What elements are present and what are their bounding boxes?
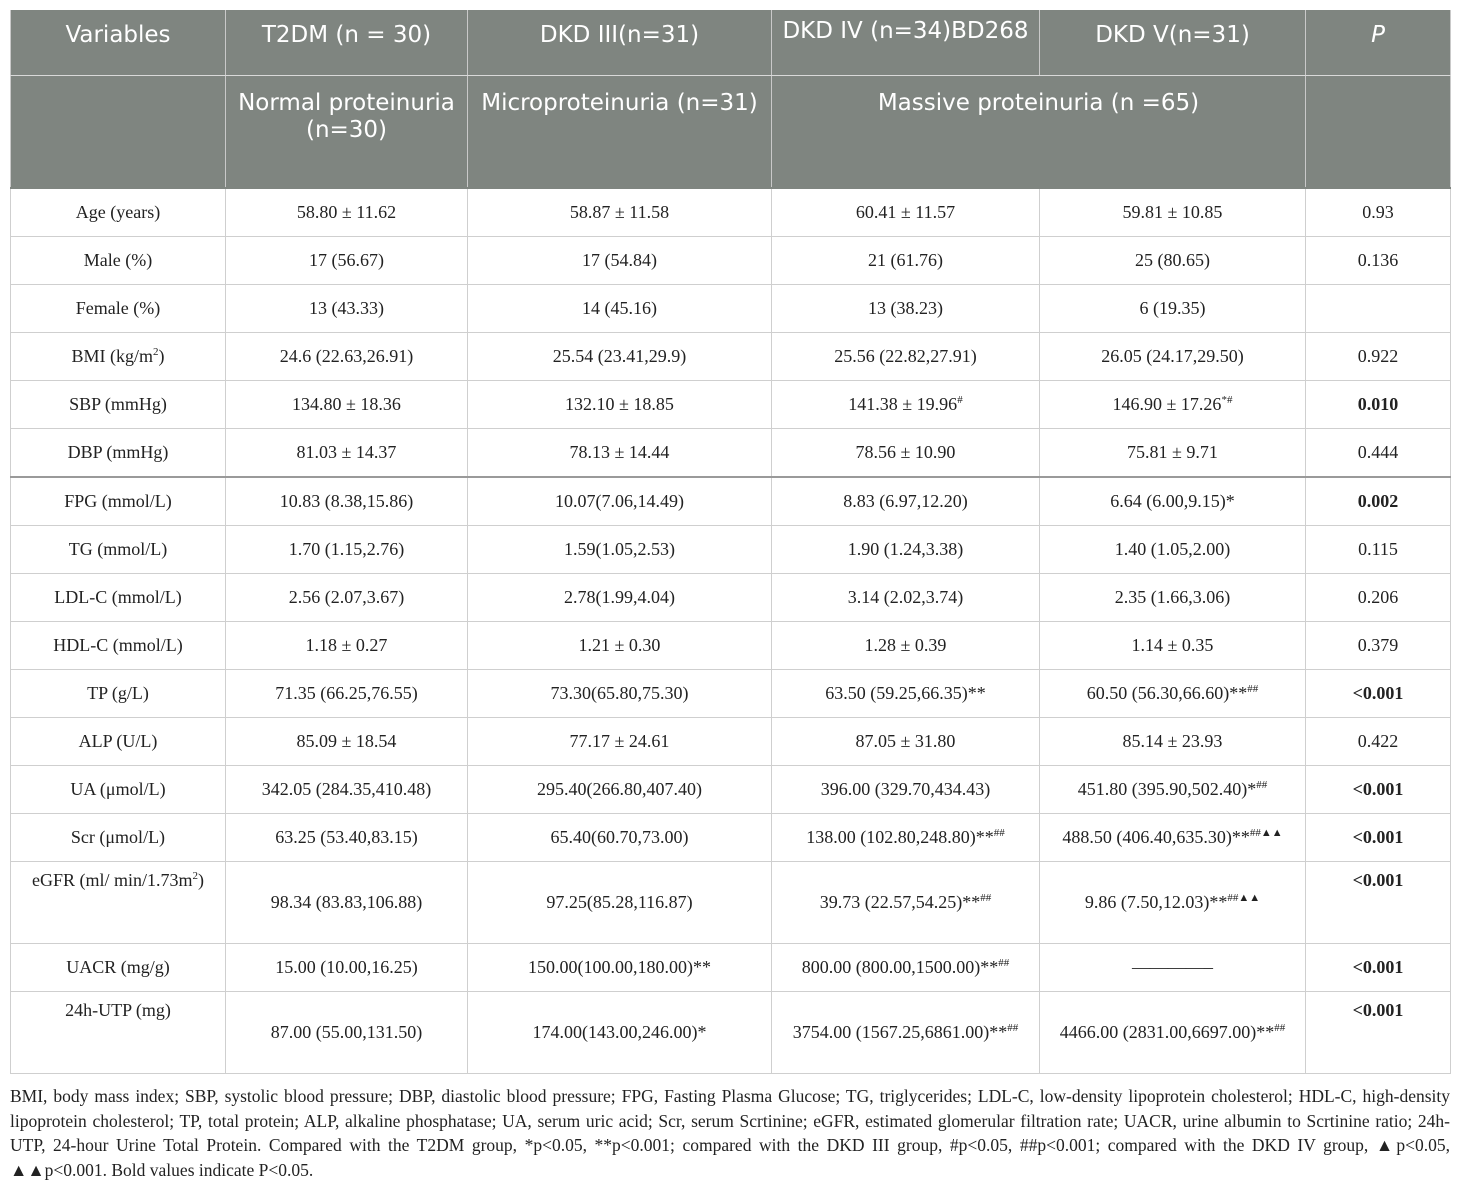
cell-t2dm — [226, 862, 468, 944]
cell-dkd3 — [468, 992, 772, 1074]
cell-value: 98.34 (83.83,106.88) — [270, 892, 423, 912]
cell-value: 77.17 ± 24.61 — [569, 731, 670, 751]
cell-value: 78.56 ± 10.90 — [855, 442, 956, 462]
cell-value: 451.80 (395.90,502.40)* — [1077, 779, 1257, 799]
header-p-blank — [1306, 76, 1451, 189]
header-row-proteinuria — [11, 76, 1451, 189]
cell-t2dm — [226, 526, 468, 574]
cell-value: 488.50 (406.40,635.30)** — [1062, 827, 1250, 847]
cell-p-value: 0.136 — [1306, 237, 1451, 285]
header-massive-proteinuria: Massive proteinuria (n =65) — [772, 76, 1306, 189]
cell-dkd5 — [1040, 333, 1306, 381]
table-row — [11, 285, 1451, 333]
variable-label — [11, 814, 226, 862]
cell-t2dm — [226, 670, 468, 718]
cell-p-value: 0.922 — [1306, 333, 1451, 381]
table-row — [11, 814, 1451, 862]
cell-value: 146.90 ± 17.26 — [1112, 394, 1222, 414]
cell-dkd5 — [1040, 285, 1306, 333]
cell-dkd5 — [1040, 622, 1306, 670]
cell-dkd4 — [772, 285, 1040, 333]
significance-mark: ## — [998, 957, 1010, 969]
cell-dkd4 — [772, 237, 1040, 285]
cell-value: 2.35 (1.66,3.06) — [1114, 587, 1231, 607]
variable-label-text: Age (years) — [75, 202, 161, 222]
variable-label-sup: 2 — [192, 870, 198, 882]
variable-label — [11, 574, 226, 622]
footnote-text: BMI, body mass index; SBP, systolic blood pressure; DBP, diastolic blood pressure; FPG, Fasting Plasma Glucose; TG, triglycerides; LDL-C, low-density lipoprotein cholesterol; HDL-C, high-density lipoprotein cholesterol; TP, total protein; ALP, alkaline phosphatase; UA, serum uric acid; Scr, serum Scrtinine; eGFR, estimated glomerular filtration rate; UACR, urine albumin to Scrtinine ratio; 24h-UTP, 24-hour Urine Total Protein. Compared with the T2DM group, *p<0.05, **p<0.001; compared with the DKD III group, #p<0.05, ##p<0.001; compared with the DKD IV group, ▲p<0.05, ▲▲p<0.001. Bold values indicate P<0.05. — [10, 1086, 1450, 1180]
cell-value: 58.80 ± 11.62 — [296, 202, 397, 222]
cell-value: 25.54 (23.41,29.9) — [552, 346, 687, 366]
cell-dkd3 — [468, 718, 772, 766]
cell-value: 59.81 ± 10.85 — [1122, 202, 1223, 222]
cell-value: 1.18 ± 0.27 — [305, 635, 388, 655]
variable-label-text: Male (%) — [83, 250, 153, 270]
header-variables: Variables — [11, 10, 226, 76]
table-row — [11, 429, 1451, 478]
variable-label — [11, 381, 226, 429]
cell-value: 174.00(143.00,246.00)* — [532, 1022, 707, 1042]
cell-value: 8.83 (6.97,12.20) — [843, 491, 968, 511]
table-row — [11, 237, 1451, 285]
cell-value: 78.13 ± 14.44 — [569, 442, 670, 462]
cell-value: 25.56 (22.82,27.91) — [834, 346, 977, 366]
cell-value: 134.80 ± 18.36 — [292, 394, 401, 414]
header-dkd3: DKD III(n=31) — [468, 10, 772, 76]
cell-dkd5 — [1040, 237, 1306, 285]
variable-label-text: TP (g/L) — [87, 683, 149, 703]
significance-mark: ## — [1256, 779, 1268, 791]
variable-label — [11, 333, 226, 381]
cell-p-value — [1306, 285, 1451, 333]
variable-label — [11, 188, 226, 237]
cell-value: 295.40(266.80,407.40) — [537, 779, 702, 799]
header-microproteinuria: Microproteinuria (n=31) — [468, 76, 772, 189]
variable-label — [11, 944, 226, 992]
variable-label-text: 24h-UTP (mg) — [65, 1000, 171, 1020]
cell-dkd5 — [1040, 670, 1306, 718]
variable-label-text: UACR (mg/g) — [66, 957, 170, 977]
variable-label — [11, 670, 226, 718]
cell-value: 17 (56.67) — [309, 250, 384, 270]
variable-label-text: SBP (mmHg) — [69, 394, 167, 414]
cell-dkd4 — [772, 526, 1040, 574]
cell-dkd3 — [468, 188, 772, 237]
cell-value: 81.03 ± 14.37 — [296, 442, 397, 462]
cell-dkd5 — [1040, 429, 1306, 478]
cell-value: 17 (54.84) — [582, 250, 657, 270]
cell-p-value: 0.206 — [1306, 574, 1451, 622]
cell-dkd5 — [1040, 992, 1306, 1074]
cell-t2dm — [226, 718, 468, 766]
cell-dkd3 — [468, 333, 772, 381]
cell-t2dm — [226, 188, 468, 237]
header-t2dm: T2DM (n = 30) — [226, 10, 468, 76]
cell-dkd4 — [772, 670, 1040, 718]
variable-label-suffix: ) — [198, 870, 204, 890]
cell-dkd4 — [772, 862, 1040, 944]
cell-dkd3 — [468, 477, 772, 526]
cell-value: 9.86 (7.50,12.03)** — [1084, 892, 1228, 912]
cell-value: 1.28 ± 0.39 — [864, 635, 947, 655]
header-blank — [11, 76, 226, 189]
cell-value: 13 (43.33) — [309, 298, 384, 318]
cell-value: 4466.00 (2831.00,6697.00)** — [1059, 1022, 1275, 1042]
cell-value: 75.81 ± 9.71 — [1127, 442, 1218, 462]
cell-dkd3 — [468, 429, 772, 478]
cell-value: 3754.00 (1567.25,6861.00)** — [792, 1022, 1008, 1042]
cell-dkd3 — [468, 814, 772, 862]
cell-value: 1.59(1.05,2.53) — [564, 539, 675, 559]
table-row — [11, 477, 1451, 526]
cell-value: 39.73 (22.57,54.25)** — [819, 892, 981, 912]
significance-mark: ## — [980, 892, 992, 904]
cell-p-value: <0.001 — [1306, 766, 1451, 814]
variable-label — [11, 862, 226, 944]
cell-dkd5 — [1040, 381, 1306, 429]
variable-label — [11, 992, 226, 1074]
variable-label-text: ALP (U/L) — [78, 731, 158, 751]
variable-label-text: UA (μmol/L) — [70, 779, 166, 799]
cell-value: 26.05 (24.17,29.50) — [1101, 346, 1244, 366]
cell-dkd4 — [772, 766, 1040, 814]
header-row-groups — [11, 10, 1451, 76]
cell-value: 13 (38.23) — [868, 298, 943, 318]
variable-label-text: BMI (kg/m — [71, 346, 153, 366]
cell-value: 1.40 (1.05,2.00) — [1114, 539, 1231, 559]
cell-t2dm — [226, 333, 468, 381]
table-row — [11, 718, 1451, 766]
table-document — [10, 10, 1450, 1182]
variable-label — [11, 718, 226, 766]
cell-p-value: <0.001 — [1306, 944, 1451, 992]
cell-dkd3 — [468, 862, 772, 944]
cell-value: ————– — [1132, 957, 1213, 977]
cell-p-value: 0.002 — [1306, 477, 1451, 526]
cell-dkd4 — [772, 381, 1040, 429]
table-row — [11, 862, 1451, 944]
cell-value: 65.40(60.70,73.00) — [550, 827, 689, 847]
cell-dkd3 — [468, 766, 772, 814]
variable-label — [11, 526, 226, 574]
cell-value: 132.10 ± 18.85 — [565, 394, 674, 414]
cell-value: 1.70 (1.15,2.76) — [288, 539, 405, 559]
cell-dkd4 — [772, 333, 1040, 381]
table-row — [11, 574, 1451, 622]
cell-dkd3 — [468, 285, 772, 333]
cell-t2dm — [226, 766, 468, 814]
significance-mark: ## — [1247, 683, 1259, 695]
significance-mark: *# — [1221, 394, 1233, 406]
header-dkd4 — [772, 10, 1040, 76]
cell-value: 1.90 (1.24,3.38) — [847, 539, 964, 559]
cell-value: 800.00 (800.00,1500.00)** — [801, 957, 999, 977]
cell-value: 150.00(100.00,180.00)** — [528, 957, 711, 977]
cell-value: 60.41 ± 11.57 — [855, 202, 956, 222]
cell-p-value: 0.115 — [1306, 526, 1451, 574]
cell-dkd5 — [1040, 477, 1306, 526]
cell-value: 342.05 (284.35,410.48) — [261, 779, 432, 799]
characteristics-table — [10, 10, 1451, 1074]
cell-t2dm — [226, 574, 468, 622]
cell-p-value: <0.001 — [1306, 992, 1451, 1074]
table-footnote — [10, 1084, 1450, 1182]
variable-label — [11, 429, 226, 478]
table-row — [11, 526, 1451, 574]
cell-p-value: 0.93 — [1306, 188, 1451, 237]
cell-t2dm — [226, 622, 468, 670]
cell-dkd4 — [772, 814, 1040, 862]
table-row — [11, 992, 1451, 1074]
cell-dkd3 — [468, 670, 772, 718]
significance-mark: ##▲▲ — [1249, 827, 1283, 839]
cell-dkd3 — [468, 944, 772, 992]
table-body — [11, 188, 1451, 1074]
cell-p-value: 0.010 — [1306, 381, 1451, 429]
cell-p-value: <0.001 — [1306, 670, 1451, 718]
cell-dkd3 — [468, 574, 772, 622]
variable-label-text: LDL-C (mmol/L) — [54, 587, 182, 607]
table-row — [11, 944, 1451, 992]
cell-value: 58.87 ± 11.58 — [569, 202, 670, 222]
cell-t2dm — [226, 429, 468, 478]
cell-dkd3 — [468, 381, 772, 429]
cell-value: 25 (80.65) — [1135, 250, 1210, 270]
cell-t2dm — [226, 992, 468, 1074]
cell-value: 63.25 (53.40,83.15) — [275, 827, 418, 847]
cell-dkd5 — [1040, 574, 1306, 622]
cell-dkd5 — [1040, 944, 1306, 992]
variable-label-text: FPG (mmol/L) — [64, 491, 172, 511]
significance-mark: ## — [1007, 1022, 1019, 1034]
variable-label-text: Female (%) — [75, 298, 161, 318]
cell-t2dm — [226, 237, 468, 285]
cell-value: 85.14 ± 23.93 — [1122, 731, 1223, 751]
variable-label-sup: 2 — [153, 346, 159, 358]
cell-value: 71.35 (66.25,76.55) — [275, 683, 418, 703]
table-row — [11, 333, 1451, 381]
cell-value: 14 (45.16) — [582, 298, 657, 318]
cell-dkd3 — [468, 526, 772, 574]
variable-label-text: eGFR (ml/ min/1.73m — [31, 870, 193, 890]
header-p: P — [1306, 10, 1451, 76]
cell-dkd3 — [468, 237, 772, 285]
significance-mark: ##▲▲ — [1227, 892, 1261, 904]
table-row — [11, 622, 1451, 670]
variable-label — [11, 285, 226, 333]
cell-value: 10.07(7.06,14.49) — [555, 491, 684, 511]
cell-value: 1.14 ± 0.35 — [1131, 635, 1214, 655]
variable-label — [11, 766, 226, 814]
cell-p-value: <0.001 — [1306, 862, 1451, 944]
variable-label — [11, 237, 226, 285]
cell-dkd3 — [468, 622, 772, 670]
cell-t2dm — [226, 944, 468, 992]
table-row — [11, 188, 1451, 237]
cell-dkd4 — [772, 992, 1040, 1074]
cell-value: 85.09 ± 18.54 — [296, 731, 397, 751]
cell-dkd5 — [1040, 814, 1306, 862]
cell-t2dm — [226, 285, 468, 333]
significance-mark: ## — [1274, 1022, 1286, 1034]
cell-p-value: 0.444 — [1306, 429, 1451, 478]
cell-dkd5 — [1040, 766, 1306, 814]
cell-value: 21 (61.76) — [868, 250, 943, 270]
significance-mark: ## — [993, 827, 1005, 839]
cell-value: 60.50 (56.30,66.60)** — [1086, 683, 1248, 703]
cell-value: 138.00 (102.80,248.80)** — [806, 827, 994, 847]
cell-dkd5 — [1040, 718, 1306, 766]
cell-value: 15.00 (10.00,16.25) — [275, 957, 418, 977]
cell-t2dm — [226, 477, 468, 526]
cell-value: 97.25(85.28,116.87) — [546, 892, 693, 912]
cell-value: 87.00 (55.00,131.50) — [270, 1022, 423, 1042]
cell-value: 87.05 ± 31.80 — [855, 731, 956, 751]
cell-value: 3.14 (2.02,3.74) — [847, 587, 964, 607]
cell-dkd4 — [772, 574, 1040, 622]
cell-value: 24.6 (22.63,26.91) — [279, 346, 414, 366]
header-dkd5: DKD V(n=31) — [1040, 10, 1306, 76]
cell-value: 1.21 ± 0.30 — [578, 635, 661, 655]
cell-p-value: <0.001 — [1306, 814, 1451, 862]
variable-label-text: Scr (μmol/L) — [70, 827, 166, 847]
variable-label-suffix: ) — [158, 346, 165, 366]
cell-value: 396.00 (329.70,434.43) — [820, 779, 991, 799]
variable-label — [11, 622, 226, 670]
cell-value: 141.38 ± 19.96 — [848, 394, 958, 414]
cell-dkd5 — [1040, 188, 1306, 237]
cell-t2dm — [226, 381, 468, 429]
cell-p-value: 0.422 — [1306, 718, 1451, 766]
header-dkd4-label: DKD IV (n=34)BD268 — [782, 18, 1029, 44]
variable-label-text: TG (mmol/L) — [68, 539, 168, 559]
cell-value: 6 (19.35) — [1139, 298, 1206, 318]
cell-p-value: 0.379 — [1306, 622, 1451, 670]
cell-dkd5 — [1040, 862, 1306, 944]
cell-value: 2.78(1.99,4.04) — [564, 587, 675, 607]
header-normal-proteinuria: Normal proteinuria (n=30) — [226, 76, 468, 189]
table-row — [11, 766, 1451, 814]
cell-dkd4 — [772, 429, 1040, 478]
cell-dkd4 — [772, 718, 1040, 766]
cell-dkd5 — [1040, 526, 1306, 574]
table-row — [11, 670, 1451, 718]
cell-dkd4 — [772, 944, 1040, 992]
cell-t2dm — [226, 814, 468, 862]
table-row — [11, 381, 1451, 429]
variable-label-text: DBP (mmHg) — [67, 442, 169, 462]
cell-dkd4 — [772, 188, 1040, 237]
cell-dkd4 — [772, 622, 1040, 670]
cell-value: 6.64 (6.00,9.15)* — [1110, 491, 1235, 511]
variable-label — [11, 477, 226, 526]
cell-value: 63.50 (59.25,66.35)** — [825, 683, 986, 703]
cell-dkd4 — [772, 477, 1040, 526]
cell-value: 2.56 (2.07,3.67) — [288, 587, 405, 607]
cell-value: 73.30(65.80,75.30) — [550, 683, 689, 703]
variable-label-text: HDL-C (mmol/L) — [53, 635, 183, 655]
cell-value: 10.83 (8.38,15.86) — [279, 491, 414, 511]
significance-mark: # — [957, 394, 963, 406]
